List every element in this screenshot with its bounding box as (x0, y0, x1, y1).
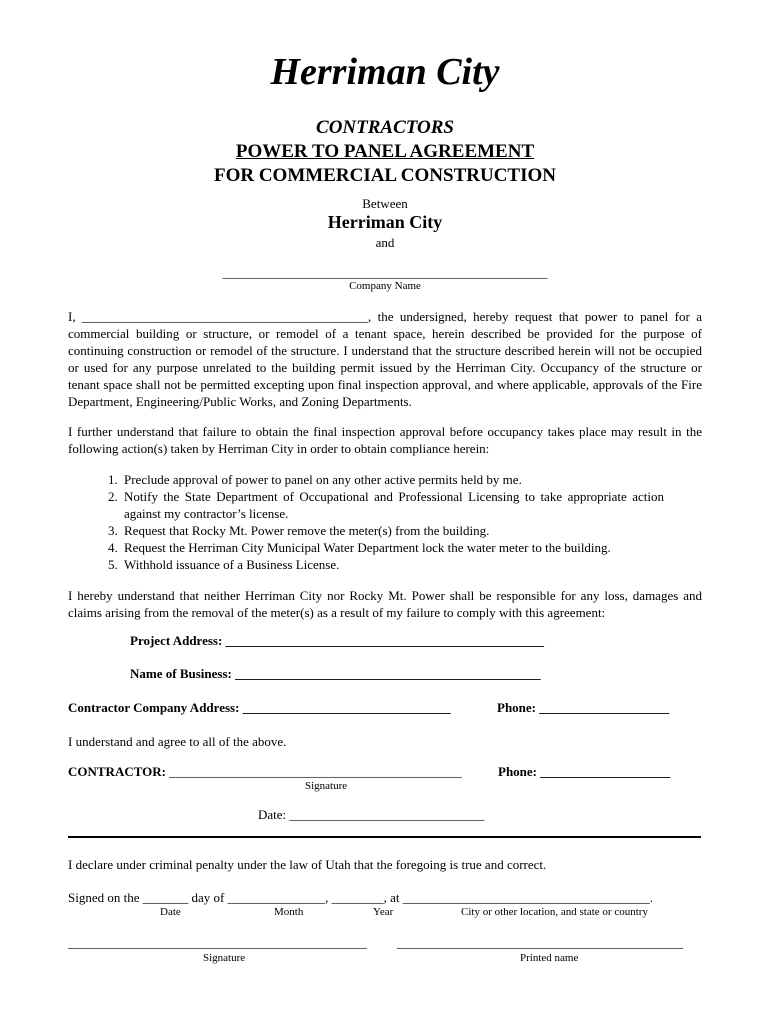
and-label: and (375, 235, 395, 250)
project-address-field[interactable]: Project Address: _________________________________________________ (130, 633, 545, 648)
declaration-statement: I declare under criminal penalty under the law of Utah that the foregoing is true and correct. (68, 857, 547, 872)
list-item (108, 488, 664, 522)
subtitle-commercial: FOR COMMERCIAL CONSTRUCTION (213, 165, 557, 186)
company-name-line[interactable]: __________________________________________________ (222, 265, 548, 280)
contractor-label: CONTRACTOR: (68, 764, 166, 779)
signature-caption: Signature (305, 780, 348, 792)
list-number: 5. (108, 557, 118, 572)
list-item (108, 556, 664, 573)
list-number: 1. (108, 472, 118, 487)
list-item (108, 522, 664, 539)
contractor-phone-field[interactable]: Phone: ____________________ (498, 764, 671, 779)
printed-name-caption: Printed name (520, 952, 579, 964)
subtitle-contractors: CONTRACTORS (316, 117, 454, 138)
list-number: 2. (108, 489, 118, 504)
date-field[interactable]: Date: ______________________________ (258, 807, 485, 822)
liability-paragraph: I hereby understand that neither Herriman City nor Rocky Mt. Power shall be responsible for any loss, damages and claims arising from the removal of the meter(s) as a result of my failure to comply with this agreement: (68, 588, 702, 620)
agreement-statement: I understand and agree to all of the above. (68, 734, 287, 749)
list-text: Request the Herriman City Municipal Water Department lock the water meter to the building. (124, 540, 611, 555)
business-name-field[interactable]: Name of Business: _______________________________________________ (130, 666, 541, 681)
between-label: Between (362, 196, 408, 211)
phone-field[interactable]: Phone: ____________________ (497, 700, 670, 715)
city-caption: City or other location, and state or country (461, 906, 648, 918)
list-text: Request that Rocky Mt. Power remove the meter(s) from the building. (124, 523, 490, 538)
contractor-signature-line[interactable]: _____________________________________________ (166, 764, 462, 779)
subtitle-agreement-text: POWER TO PANEL AGREEMENT (235, 141, 535, 162)
date-caption: Date (160, 906, 181, 918)
compliance-paragraph: I further understand that failure to obtain the final inspection approval before occupancy takes place may result in the following action(s) taken by Herriman City in order to obtain compliance herein: (68, 424, 702, 456)
party-herriman-city: Herriman City (327, 212, 443, 232)
declaration-signature-caption: Signature (203, 952, 246, 964)
list-text: Preclude approval of power to panel on any other active permits held by me. (124, 472, 522, 487)
company-name-caption: Company Name (349, 280, 421, 292)
list-item (108, 539, 664, 556)
list-text: Notify the State Department of Occupational and Professional Licensing to take appropriate action against my contractor’s license. (124, 489, 664, 521)
signed-on-field[interactable]: Signed on the _______ day of _______________, ________, at ______________________________________. (68, 890, 653, 905)
subtitle-agreement (0, 141, 770, 163)
contractor-signature-field[interactable] (68, 764, 462, 780)
month-caption: Month (274, 906, 304, 918)
list-text: Withhold issuance of a Business License. (124, 557, 340, 572)
printed-name-line[interactable]: ____________________________________________ (397, 935, 683, 950)
contractor-address-field[interactable]: Contractor Company Address: ________________________________ (68, 700, 451, 715)
year-caption: Year (373, 906, 394, 918)
declaration-signature-line[interactable]: ______________________________________________ (68, 935, 367, 950)
action-list (108, 471, 664, 573)
section-divider (68, 836, 701, 838)
list-number: 3. (108, 523, 118, 538)
list-number: 4. (108, 540, 118, 555)
document-title: Herriman City (270, 51, 500, 93)
list-item (108, 471, 664, 488)
request-paragraph: I, ____________________________________________, the undersigned, hereby request that power to panel for a commercial building or structure, or remodel of a tenant space, herein described be provided for the purpose of continuing construction or remodel of the structure. I understand that the structure described herein will not be occupied or used for any purpose unrelated to the building permit issued by the Herriman City. Occupancy of the structure or tenant space shall not be permitted excepting upon final inspection approval, and where applicable, approvals of the Fire Department, Engineering/Public Works, and Zoning Departments. (68, 309, 702, 409)
